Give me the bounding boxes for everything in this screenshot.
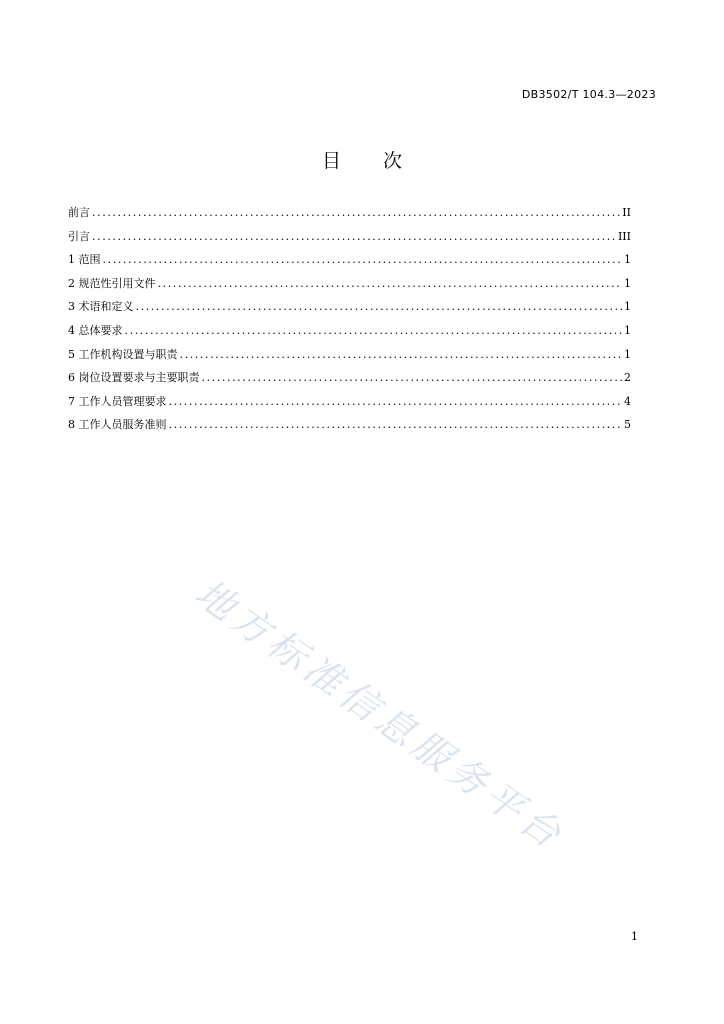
toc-leader-dots [125, 324, 623, 337]
toc-entry-label: 8 工作人员服务准则 [68, 418, 167, 432]
toc-entry-page: 5 [624, 418, 631, 432]
toc-entry-staff-management[interactable] [68, 393, 631, 417]
toc-entry-page: 2 [624, 371, 631, 385]
toc-entry-label: 4 总体要求 [68, 323, 123, 337]
toc-leader-dots [202, 371, 623, 384]
toc-entry-scope[interactable] [68, 251, 631, 275]
toc-entry-page: 1 [624, 323, 631, 337]
toc-entry-label: 引言 [68, 229, 90, 243]
page-number: 1 [631, 930, 638, 943]
toc-entry-positions[interactable] [68, 369, 631, 393]
toc-leader-dots [169, 395, 623, 408]
toc-entry-terms-definitions[interactable] [68, 298, 631, 322]
toc-list [68, 204, 631, 440]
toc-entry-page: 1 [624, 300, 631, 314]
toc-entry-page: II [622, 206, 631, 219]
toc-entry-label: 1 范围 [68, 253, 101, 267]
toc-entry-label: 6 岗位设置要求与主要职责 [68, 371, 200, 385]
toc-leader-dots [158, 277, 623, 290]
toc-leader-dots [92, 230, 616, 243]
toc-leader-dots [136, 300, 623, 313]
toc-title: 目 次 [321, 150, 421, 172]
toc-entry-label: 2 规范性引用文件 [68, 276, 156, 290]
toc-entry-service-guidelines[interactable] [68, 416, 631, 440]
toc-entry-label: 7 工作人员管理要求 [68, 394, 167, 408]
toc-leader-dots [180, 348, 623, 361]
toc-entry-page: 1 [624, 347, 631, 361]
toc-entry-page: III [617, 229, 631, 243]
standard-code: DB3502/T 104.3—2023 [521, 88, 656, 101]
toc-entry-foreword[interactable] [68, 204, 631, 228]
toc-entry-introduction[interactable] [68, 228, 631, 252]
toc-entry-page: 1 [624, 253, 631, 267]
toc-entry-normative-references[interactable] [68, 275, 631, 299]
toc-entry-label: 5 工作机构设置与职责 [68, 347, 178, 361]
toc-entry-general-requirements[interactable] [68, 322, 631, 346]
toc-entry-label: 前言 [68, 206, 90, 219]
toc-leader-dots [169, 418, 623, 431]
toc-leader-dots [92, 206, 620, 219]
watermark-text: 地方标准信息服务平台 [187, 570, 573, 860]
toc-entry-page: 4 [624, 394, 631, 408]
toc-entry-page: 1 [624, 276, 631, 290]
toc-entry-label: 3 术语和定义 [68, 300, 134, 314]
toc-entry-organization[interactable] [68, 346, 631, 370]
toc-leader-dots [103, 253, 623, 266]
